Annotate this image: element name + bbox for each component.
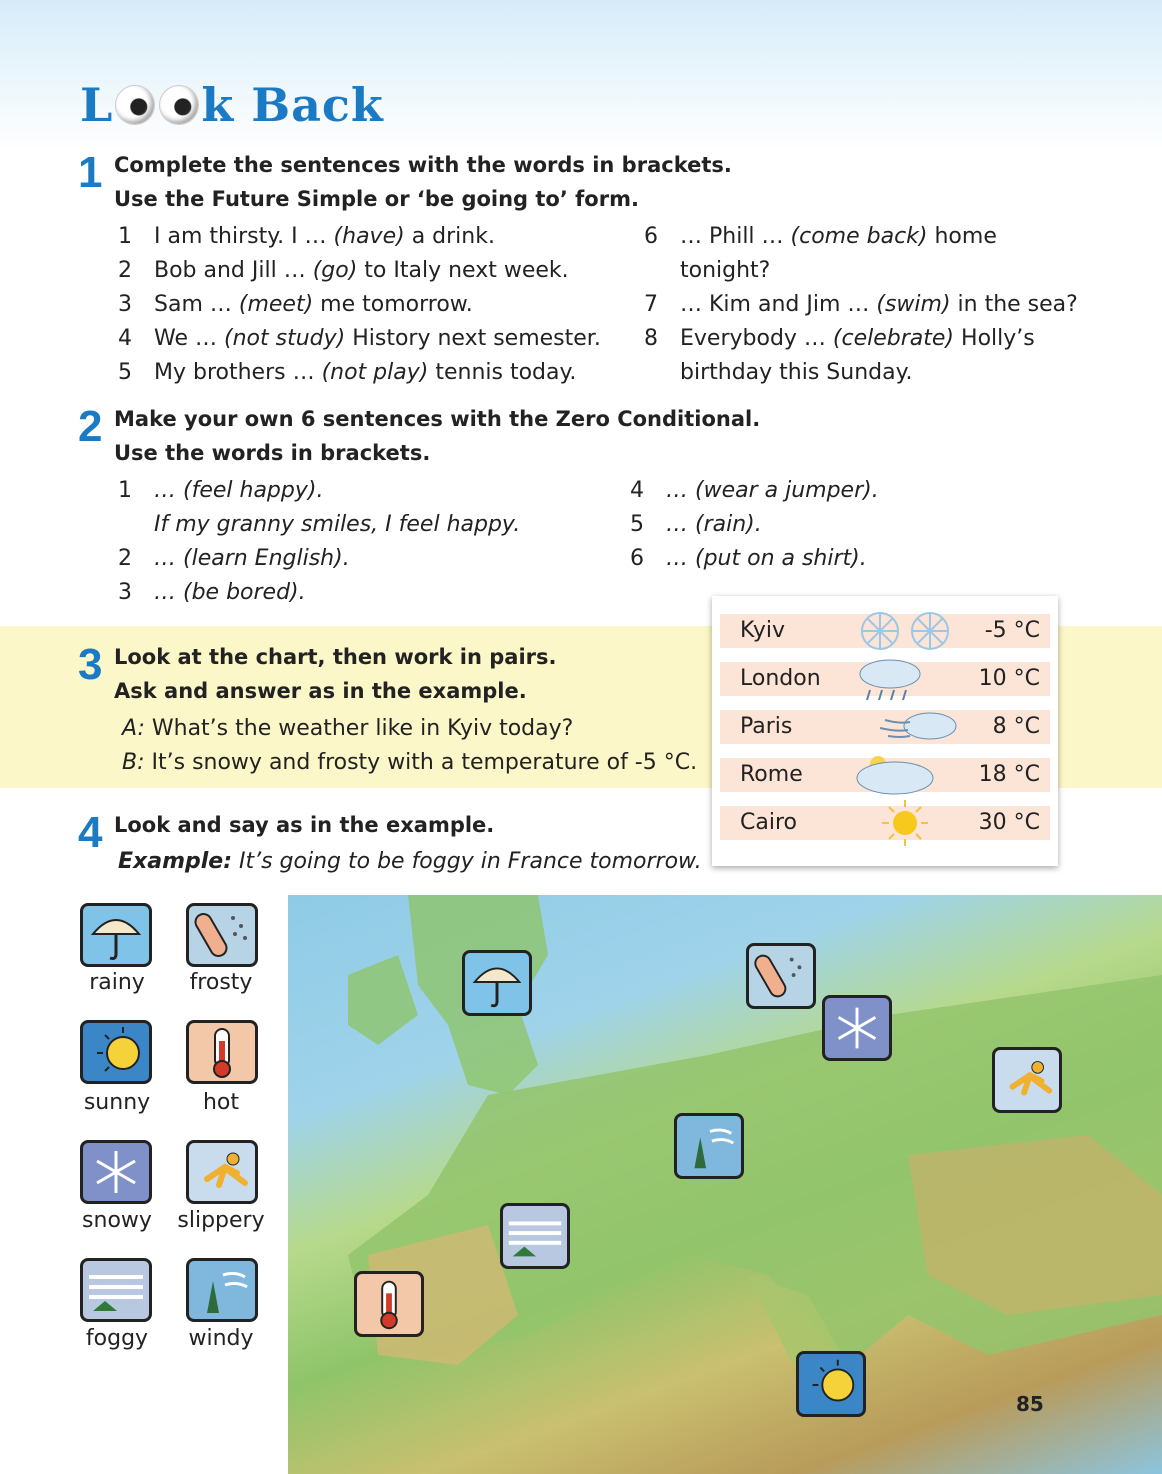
exercise-1-item (644, 254, 770, 288)
exercise-2-item (118, 474, 323, 508)
fog-icon (500, 1203, 570, 1269)
item-number: 6 (644, 224, 658, 249)
exercise-4-instruction: Look and say as in the example. (114, 813, 495, 837)
temperature: 30 °C (978, 810, 1040, 835)
item-number: 4 (118, 326, 132, 351)
title-letter-l: L (80, 78, 114, 132)
item-number: 3 (118, 292, 132, 317)
dialogue-line-a (122, 712, 573, 746)
legend-label-sunny: sunny (83, 1090, 151, 1115)
city-name: Rome (740, 762, 803, 787)
eye-icon (115, 85, 155, 125)
item-verb: (meet) (238, 292, 314, 317)
item-number: 5 (118, 360, 132, 385)
exercise-1-item (644, 288, 1078, 322)
wind-cloud-icon (850, 702, 960, 752)
exercise-1-item (118, 288, 473, 322)
snowflake-icon (850, 606, 960, 656)
page-number: 85 (1016, 1392, 1044, 1416)
city-name: London (740, 666, 821, 691)
example-label: Example: (118, 849, 232, 874)
slipping-person-icon (186, 1140, 258, 1204)
exercise-number-2: 2 (78, 402, 103, 451)
page-title (80, 78, 384, 132)
item-text: … (rain). (666, 512, 762, 537)
temperature: 18 °C (978, 762, 1040, 787)
item-text-end: home (927, 224, 997, 249)
eye-icon (159, 85, 199, 125)
exercise-2-item (630, 474, 879, 508)
item-text: … (wear a jumper). (666, 478, 879, 503)
temperature: -5 °C (984, 618, 1040, 643)
exercise-2-item (118, 576, 306, 610)
item-text: … Kim and Jim … (680, 292, 877, 317)
weather-row-london (720, 662, 1050, 696)
weather-row-kyiv (720, 614, 1050, 648)
sun-icon (80, 1020, 152, 1084)
title-rest: k Back (201, 78, 384, 132)
speaker-a-text: What’s the weather like in Kyiv today? (144, 716, 574, 741)
item-number: 1 (118, 224, 132, 249)
frost-icon (746, 943, 816, 1009)
item-text: … (be bored). (154, 580, 306, 605)
item-verb: (not study) (224, 326, 346, 351)
sun-cloud-icon (850, 750, 960, 800)
wind-icon (674, 1113, 744, 1179)
dialogue-line-b (122, 746, 697, 780)
legend-label-snowy: snowy (82, 1208, 152, 1233)
exercise-1-item (644, 220, 997, 254)
item-verb: (go) (312, 258, 358, 283)
weather-row-rome (720, 758, 1050, 792)
item-number: 3 (118, 580, 132, 605)
item-number: 4 (630, 478, 644, 503)
item-number: 6 (630, 546, 644, 571)
exercise-1-item (644, 322, 1035, 356)
item-verb: (celebrate) (832, 326, 955, 351)
weather-chart (712, 596, 1058, 866)
item-text-end: History next semester. (345, 326, 601, 351)
fog-icon (80, 1258, 152, 1322)
item-text-end: tennis today. (428, 360, 577, 385)
legend-label-foggy: foggy (85, 1326, 149, 1351)
exercise-2-item (630, 508, 762, 542)
item-text-end: me tomorrow. (313, 292, 473, 317)
snowflake-icon (822, 995, 892, 1061)
item-text: … (put on a shirt). (666, 546, 867, 571)
exercise-2-item (118, 508, 520, 542)
item-text-end: a drink. (404, 224, 495, 249)
legend-label-frosty: frosty (189, 970, 253, 995)
exercise-3-instruction-line2: Ask and answer as in the example. (114, 679, 527, 703)
item-verb: (swim) (876, 292, 951, 317)
snowflake-icon (80, 1140, 152, 1204)
item-text: … Phill … (680, 224, 791, 249)
exercise-1-item (118, 322, 601, 356)
item-text: birthday this Sunday. (680, 360, 913, 385)
item-text: I am thirsty. I … (154, 224, 334, 249)
speaker-b-text: It’s snowy and frosty with a temperature of -5 °C. (144, 750, 698, 775)
exercise-1-item (118, 356, 576, 390)
item-verb: (have) (333, 224, 405, 249)
legend-label-hot: hot (202, 1090, 240, 1115)
exercise-number-3: 3 (78, 640, 103, 689)
exercise-3-instruction-line1: Look at the chart, then work in pairs. (114, 645, 557, 669)
legend-label-slippery: slippery (177, 1208, 265, 1233)
item-text: My brothers … (154, 360, 322, 385)
exercise-2-instruction-line1: Make your own 6 sentences with the Zero Conditional. (114, 407, 761, 431)
item-text: … (feel happy). (154, 478, 324, 503)
weather-row-cairo (720, 806, 1050, 840)
temperature: 8 °C (992, 714, 1040, 739)
weather-row-paris (720, 710, 1050, 744)
item-text: … (learn English). (154, 546, 350, 571)
wind-icon (186, 1258, 258, 1322)
temperature: 10 °C (978, 666, 1040, 691)
exercise-2-instruction-line2: Use the words in brackets. (114, 441, 431, 465)
thermometer-icon (186, 1020, 258, 1084)
item-text: tonight? (680, 258, 771, 283)
item-number: 7 (644, 292, 658, 317)
exercise-1-item (118, 220, 495, 254)
item-text: Sam … (154, 292, 239, 317)
exercise-1-instruction-line1: Complete the sentences with the words in brackets. (114, 153, 732, 177)
city-name: Cairo (740, 810, 797, 835)
item-text: Bob and Jill … (154, 258, 313, 283)
speaker-b-label: B: (122, 750, 145, 775)
exercise-number-1: 1 (78, 148, 103, 197)
rain-cloud-icon (850, 654, 960, 704)
europe-map (288, 895, 1162, 1474)
exercise-number-4: 4 (78, 808, 103, 857)
item-text-end: Holly’s (954, 326, 1035, 351)
item-number: 5 (630, 512, 644, 537)
umbrella-icon (80, 903, 152, 967)
slipping-person-icon (992, 1047, 1062, 1113)
frost-icon (186, 903, 258, 967)
item-text: Everybody … (680, 326, 833, 351)
item-verb: (not play) (321, 360, 429, 385)
item-number: 8 (644, 326, 658, 351)
exercise-1-item (118, 254, 569, 288)
exercise-4-example (118, 845, 702, 879)
item-number: 1 (118, 478, 132, 503)
city-name: Kyiv (740, 618, 785, 643)
item-text-end: in the sea? (950, 292, 1078, 317)
thermometer-icon (354, 1271, 424, 1337)
item-verb: (come back) (790, 224, 928, 249)
sun-icon (850, 798, 960, 848)
item-text: If my granny smiles, I feel happy. (154, 512, 521, 537)
sun-icon (796, 1351, 866, 1417)
item-text: We … (154, 326, 224, 351)
item-text-end: to Italy next week. (357, 258, 569, 283)
legend-label-rainy: rainy (89, 970, 145, 995)
exercise-2-item (118, 542, 350, 576)
example-text: It’s going to be foggy in France tomorrow. (232, 849, 702, 874)
umbrella-icon (462, 950, 532, 1016)
exercise-2-item (630, 542, 867, 576)
speaker-a-label: A: (122, 716, 145, 741)
item-number: 2 (118, 258, 132, 283)
exercise-1-instruction-line2: Use the Future Simple or ‘be going to’ form. (114, 187, 639, 211)
city-name: Paris (740, 714, 793, 739)
exercise-1-item (644, 356, 912, 390)
legend-label-windy: windy (188, 1326, 254, 1351)
item-number: 2 (118, 546, 132, 571)
